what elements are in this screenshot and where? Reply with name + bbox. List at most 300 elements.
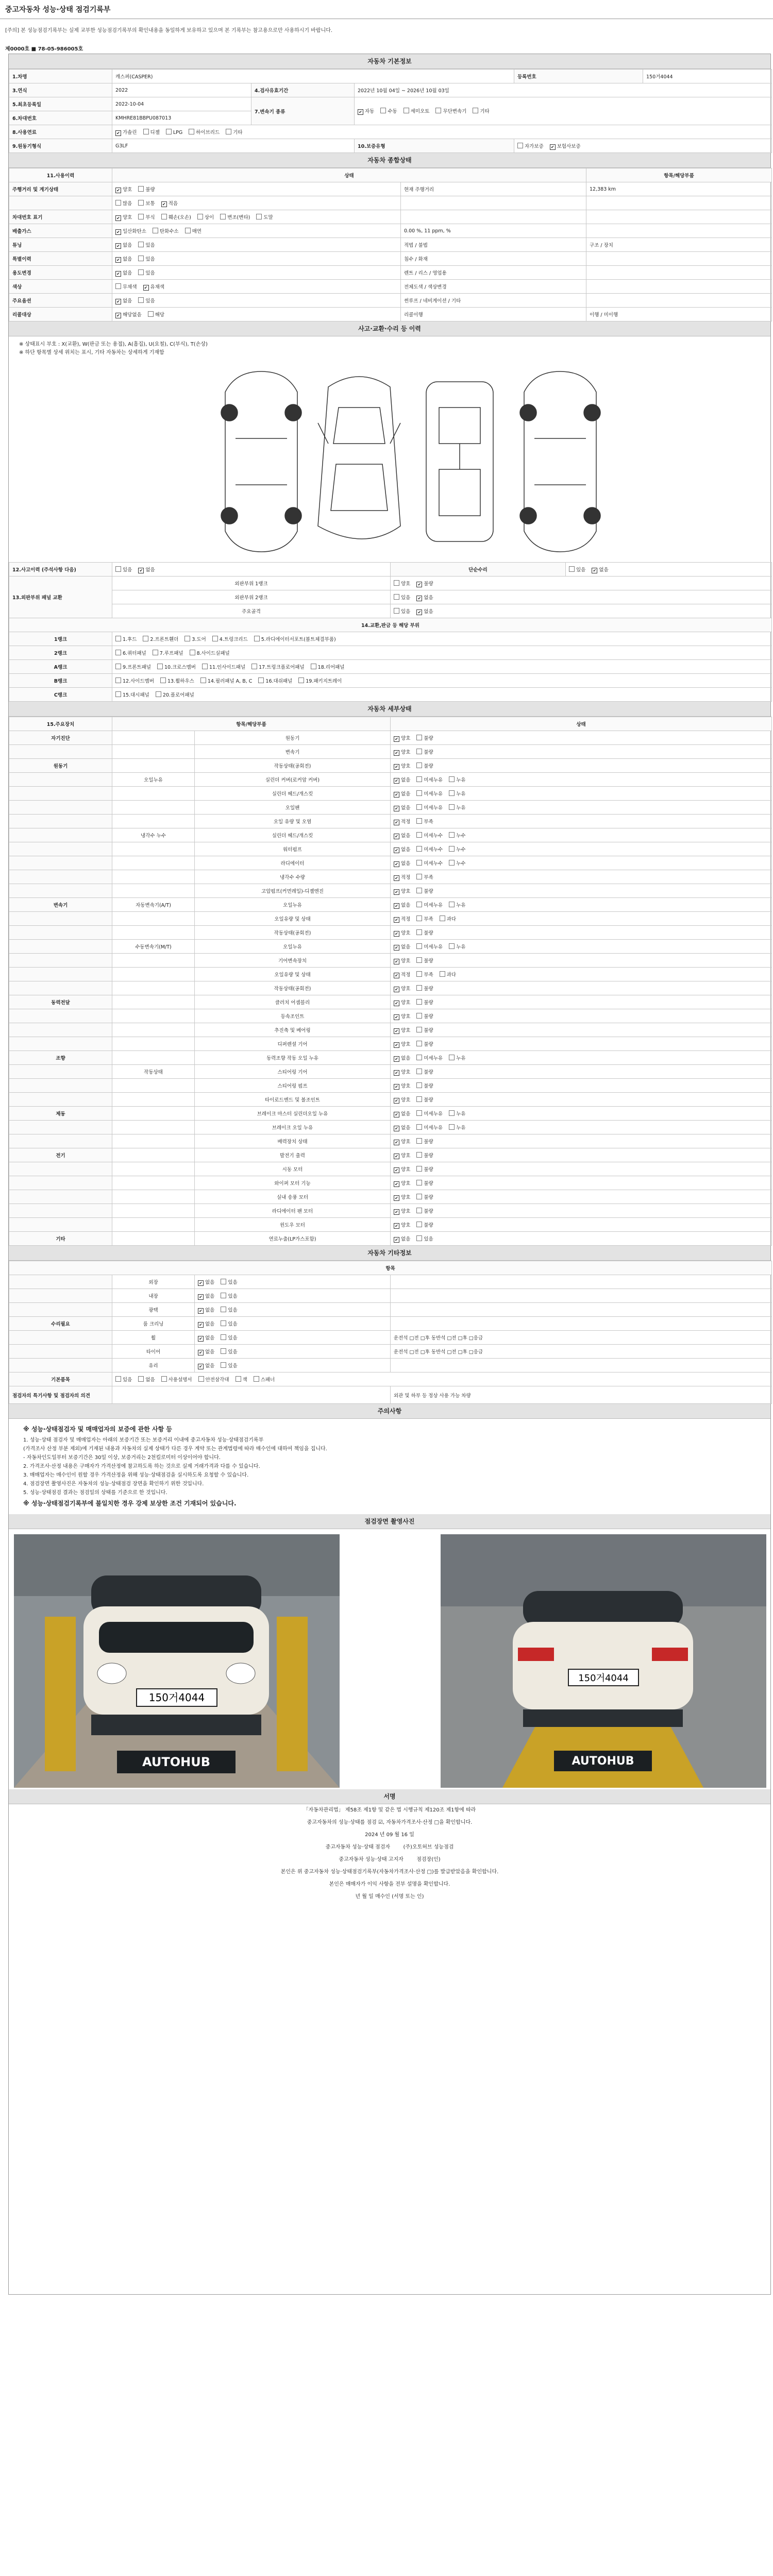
checkbox-icon[interactable]: ✔ [394,987,399,992]
option[interactable]: 있음 [221,1280,237,1285]
option[interactable]: 11.인사이드패널 [202,665,245,670]
option[interactable]: 불량 [416,930,433,936]
checkbox-icon[interactable]: ✔ [394,959,399,964]
checkbox-icon[interactable]: ✔ [115,243,121,249]
option[interactable]: 불량 [416,958,433,964]
option[interactable]: ✔ 없음 [394,1111,410,1117]
option[interactable]: 미세누유 [416,1111,443,1117]
option[interactable]: ✔ 양호 [394,889,410,894]
option[interactable]: 미세누유 [416,944,443,950]
option[interactable]: 안전삼각대 [198,1377,229,1383]
option[interactable]: ✔ 양호 [394,1042,410,1047]
option[interactable]: 미세누수 [416,847,443,853]
checkbox-icon[interactable]: ✔ [198,1308,204,1314]
checkbox-icon[interactable] [416,1096,422,1102]
checkbox-icon[interactable] [404,108,409,113]
checkbox-icon[interactable] [184,636,190,641]
option[interactable]: 과다 [440,972,456,978]
checkbox-icon[interactable] [138,269,144,275]
option[interactable]: 탄화수소 [153,229,179,234]
checkbox-icon[interactable]: ✔ [394,1001,399,1006]
checkbox-icon[interactable]: ✔ [416,582,422,587]
checkbox-icon[interactable] [416,1069,422,1074]
option[interactable]: ✔ 없음 [394,1236,410,1242]
option[interactable]: ✔ 양호 [394,1209,410,1214]
option[interactable]: ✔ 없음 [138,567,155,573]
checkbox-icon[interactable]: ✔ [394,1098,399,1104]
option[interactable]: 기타 [226,130,242,135]
checkbox-icon[interactable] [416,985,422,991]
option[interactable]: 있음 [138,243,155,248]
option[interactable]: 무채색 [115,284,137,290]
checkbox-icon[interactable] [416,776,422,782]
option[interactable]: ✔ 불량 [416,581,433,587]
checkbox-icon[interactable]: ✔ [198,1294,204,1300]
checkbox-icon[interactable] [416,1013,422,1019]
option[interactable]: 15.대시패널 [115,692,149,698]
option[interactable]: ✔ 양호 [394,1028,410,1033]
checkbox-icon[interactable]: ✔ [394,736,399,742]
option[interactable]: 있음 [221,1349,237,1355]
checkbox-icon[interactable] [115,1376,121,1382]
option[interactable]: 불량 [416,1139,433,1145]
option[interactable]: 있음 [138,257,155,262]
checkbox-icon[interactable] [115,650,121,655]
option[interactable]: 없음 [138,1377,155,1383]
option[interactable]: ✔ 양호 [394,1139,410,1145]
option[interactable]: 16.대쉬패널 [258,679,292,684]
option[interactable]: 20.플로어패널 [156,692,194,698]
option[interactable]: 수동 [380,109,397,114]
option[interactable]: 1.후드 [115,637,137,642]
option[interactable]: ✔ 없음 [416,609,433,615]
checkbox-icon[interactable] [254,1376,259,1382]
option[interactable]: 13.휠하우스 [160,679,194,684]
option[interactable]: ✔ 없음 [198,1308,214,1313]
option[interactable]: ✔ 자동 [358,109,374,114]
option[interactable]: 있음 [221,1335,237,1341]
checkbox-icon[interactable] [115,200,121,206]
checkbox-icon[interactable] [416,1235,422,1241]
option[interactable]: ✔ 양호 [115,187,132,193]
checkbox-icon[interactable] [416,1082,422,1088]
option[interactable]: 불량 [416,1042,433,1047]
checkbox-icon[interactable]: ✔ [394,1126,399,1131]
option[interactable]: ✔ 없음 [115,270,132,276]
checkbox-icon[interactable] [416,846,422,852]
option[interactable]: 부족 [416,819,433,825]
checkbox-icon[interactable] [449,832,455,838]
option[interactable]: 불량 [416,1070,433,1075]
checkbox-icon[interactable] [236,1376,241,1382]
checkbox-icon[interactable] [416,818,422,824]
option[interactable]: 자가보증 [517,144,544,149]
checkbox-icon[interactable]: ✔ [394,945,399,951]
option[interactable]: 디젤 [143,130,160,135]
checkbox-icon[interactable] [416,762,422,768]
checkbox-icon[interactable]: ✔ [394,792,399,798]
checkbox-icon[interactable] [416,999,422,1005]
option[interactable]: 누유 [449,944,465,950]
option[interactable]: 19.패키지트레이 [298,679,342,684]
checkbox-icon[interactable] [148,311,154,317]
checkbox-icon[interactable]: ✔ [198,1364,204,1369]
checkbox-icon[interactable]: ✔ [198,1280,204,1286]
option[interactable]: 기타 [473,109,489,114]
checkbox-icon[interactable] [416,916,422,921]
option[interactable]: 있음 [221,1363,237,1369]
checkbox-icon[interactable]: ✔ [394,848,399,853]
checkbox-icon[interactable] [161,214,167,219]
option[interactable]: 불량 [416,1083,433,1089]
option[interactable]: 누수 [449,847,465,853]
checkbox-icon[interactable] [473,108,478,113]
option[interactable]: ✔ 없음 [394,1056,410,1061]
option[interactable]: ✔ 없음 [394,791,410,797]
checkbox-icon[interactable] [416,1180,422,1185]
checkbox-icon[interactable]: ✔ [394,889,399,895]
option[interactable]: ✔ 유채색 [143,284,165,290]
checkbox-icon[interactable] [416,790,422,796]
option[interactable]: 누유 [449,1125,465,1131]
option[interactable]: 훼손(오손) [161,215,191,221]
checkbox-icon[interactable] [449,790,455,796]
checkbox-icon[interactable] [416,874,422,879]
checkbox-icon[interactable]: ✔ [394,1209,399,1215]
checkbox-icon[interactable]: ✔ [198,1322,204,1328]
option[interactable]: 14.필러패널 A, B, C [200,679,253,684]
option[interactable]: ✔ 양호 [394,1083,410,1089]
option[interactable]: 불량 [416,1223,433,1228]
option[interactable]: 불량 [416,1209,433,1214]
option[interactable]: ✔ 일산화탄소 [115,229,146,234]
checkbox-icon[interactable] [160,677,166,683]
checkbox-icon[interactable]: ✔ [138,568,144,573]
checkbox-icon[interactable] [416,1110,422,1116]
checkbox-icon[interactable] [394,608,399,614]
option[interactable]: ✔ 양호 [115,215,132,221]
checkbox-icon[interactable] [115,283,121,289]
option[interactable]: 불량 [416,750,433,755]
checkbox-icon[interactable]: ✔ [394,973,399,978]
checkbox-icon[interactable] [221,1293,226,1298]
checkbox-icon[interactable] [416,832,422,838]
checkbox-icon[interactable]: ✔ [394,834,399,839]
checkbox-icon[interactable] [449,902,455,907]
checkbox-icon[interactable]: ✔ [394,1028,399,1034]
option[interactable]: ✔ 없음 [394,847,410,853]
checkbox-icon[interactable]: ✔ [394,1223,399,1229]
checkbox-icon[interactable]: ✔ [394,820,399,825]
checkbox-icon[interactable] [115,664,121,669]
option[interactable]: ✔ 양호 [394,1167,410,1173]
option[interactable]: 있음 [221,1294,237,1299]
option[interactable]: ✔ 양호 [394,958,410,964]
option[interactable]: ✔ 없음 [198,1349,214,1355]
checkbox-icon[interactable] [198,1376,204,1382]
checkbox-icon[interactable] [416,804,422,810]
option[interactable]: ✔ 양호 [394,930,410,936]
option[interactable]: ✔ 보험사보증 [550,144,581,149]
option[interactable]: 3.도어 [184,637,206,642]
checkbox-icon[interactable] [416,860,422,866]
checkbox-icon[interactable] [449,1124,455,1130]
checkbox-icon[interactable] [394,594,399,600]
checkbox-icon[interactable] [197,214,203,219]
option[interactable]: ✔ 양호 [394,750,410,755]
checkbox-icon[interactable] [380,108,386,113]
checkbox-icon[interactable] [258,677,264,683]
option[interactable]: 부족 [416,917,433,922]
option[interactable]: 누수 [449,861,465,867]
checkbox-icon[interactable] [138,200,144,206]
option[interactable]: 누유 [449,1111,465,1117]
checkbox-icon[interactable] [115,691,121,697]
checkbox-icon[interactable]: ✔ [550,144,556,150]
checkbox-icon[interactable]: ✔ [394,1042,399,1048]
checkbox-icon[interactable] [212,636,218,641]
checkbox-icon[interactable] [416,971,422,977]
option[interactable]: 무단변속기 [435,109,466,114]
option[interactable]: 하이브리드 [189,130,220,135]
option[interactable]: 6.쿼터패널 [115,651,146,656]
option[interactable]: 9.프론트패널 [115,665,151,670]
checkbox-icon[interactable] [449,846,455,852]
checkbox-icon[interactable]: ✔ [115,299,121,304]
option[interactable]: 누유 [449,777,465,783]
checkbox-icon[interactable]: ✔ [394,1112,399,1117]
option[interactable]: 10.크로스멤버 [157,665,196,670]
checkbox-icon[interactable]: ✔ [394,1084,399,1090]
checkbox-icon[interactable]: ✔ [394,806,399,811]
option[interactable]: ✔ 적정 [394,819,410,825]
checkbox-icon[interactable] [190,650,195,655]
checkbox-icon[interactable] [416,1124,422,1130]
checkbox-icon[interactable]: ✔ [394,778,399,784]
option[interactable]: ✔ 양호 [394,1070,410,1075]
checkbox-icon[interactable] [189,129,194,134]
checkbox-icon[interactable]: ✔ [115,229,121,235]
option[interactable]: 있음 [416,1236,433,1242]
option[interactable]: ✔ 없음 [394,805,410,811]
checkbox-icon[interactable] [221,1307,226,1312]
option[interactable]: 불량 [416,764,433,769]
checkbox-icon[interactable]: ✔ [394,1181,399,1187]
checkbox-icon[interactable] [449,804,455,810]
option[interactable]: 매연 [185,229,201,234]
option[interactable]: 불량 [416,1014,433,1020]
option[interactable]: 도말 [256,215,273,221]
option[interactable]: ✔ 없음 [198,1280,214,1285]
checkbox-icon[interactable]: ✔ [394,931,399,937]
checkbox-icon[interactable] [185,228,191,233]
option[interactable]: ✔ 적음 [161,201,178,207]
option[interactable]: 부식 [138,215,155,221]
checkbox-icon[interactable] [202,664,208,669]
checkbox-icon[interactable]: ✔ [394,1154,399,1159]
option[interactable]: ✔ 해당없음 [115,312,142,318]
checkbox-icon[interactable] [138,186,144,192]
option[interactable]: 상이 [197,215,214,221]
checkbox-icon[interactable] [416,902,422,907]
checkbox-icon[interactable]: ✔ [394,903,399,909]
option[interactable]: 있음 [394,595,410,601]
checkbox-icon[interactable] [569,566,575,572]
option[interactable]: 많음 [115,201,132,207]
option[interactable]: ✔ 양호 [394,764,410,769]
checkbox-icon[interactable]: ✔ [115,188,121,193]
checkbox-icon[interactable]: ✔ [416,596,422,601]
option[interactable]: 있음 [115,1377,132,1383]
checkbox-icon[interactable] [143,129,149,134]
checkbox-icon[interactable]: ✔ [115,271,121,277]
option[interactable]: ✔ 없음 [394,1125,410,1131]
checkbox-icon[interactable] [449,776,455,782]
option[interactable]: ✔ 없음 [394,944,410,950]
checkbox-icon[interactable] [221,1279,226,1284]
option[interactable]: 스패너 [254,1377,275,1383]
option[interactable]: 있음 [569,567,585,573]
option[interactable]: ✔ 양호 [394,986,410,992]
checkbox-icon[interactable] [138,214,144,219]
option[interactable]: 부족 [416,972,433,978]
checkbox-icon[interactable]: ✔ [394,1195,399,1201]
option[interactable]: 12.사이드멤버 [115,679,154,684]
checkbox-icon[interactable] [251,664,257,669]
option[interactable]: ✔ 적정 [394,875,410,880]
checkbox-icon[interactable] [221,1348,226,1354]
option[interactable]: ✔ 없음 [198,1363,214,1369]
checkbox-icon[interactable] [298,677,304,683]
option[interactable]: 불량 [416,889,433,894]
checkbox-icon[interactable]: ✔ [394,1056,399,1062]
checkbox-icon[interactable]: ✔ [394,861,399,867]
option[interactable]: 불량 [416,1097,433,1103]
option[interactable]: ✔ 없음 [115,298,132,304]
checkbox-icon[interactable] [221,1334,226,1340]
checkbox-icon[interactable] [138,1376,144,1382]
checkbox-icon[interactable] [416,1152,422,1158]
option[interactable]: ✔ 없음 [115,243,132,248]
checkbox-icon[interactable] [440,971,445,977]
checkbox-icon[interactable] [517,143,523,148]
checkbox-icon[interactable]: ✔ [394,875,399,881]
checkbox-icon[interactable] [138,256,144,261]
option[interactable]: ✔ 없음 [394,833,410,839]
checkbox-icon[interactable]: ✔ [198,1350,204,1355]
checkbox-icon[interactable] [153,228,158,233]
option[interactable]: 미세누수 [416,833,443,839]
checkbox-icon[interactable] [166,129,172,134]
checkbox-icon[interactable] [115,677,121,683]
option[interactable]: 사용설명서 [161,1377,192,1383]
checkbox-icon[interactable]: ✔ [161,201,167,207]
option[interactable]: ✔ 양호 [394,1097,410,1103]
checkbox-icon[interactable] [153,650,158,655]
option[interactable]: ✔ 없음 [394,861,410,867]
checkbox-icon[interactable] [449,860,455,866]
checkbox-icon[interactable] [440,916,445,921]
checkbox-icon[interactable] [161,1376,167,1382]
checkbox-icon[interactable]: ✔ [394,750,399,756]
option[interactable]: 7.루프패널 [153,651,183,656]
option[interactable]: 미세누유 [416,791,443,797]
option[interactable]: 불량 [416,986,433,992]
checkbox-icon[interactable] [416,1138,422,1144]
option[interactable]: ✔ 양호 [394,1195,410,1200]
option[interactable]: 미세누유 [416,805,443,811]
option[interactable]: 불량 [416,1153,433,1159]
checkbox-icon[interactable]: ✔ [143,285,149,291]
option[interactable]: 누유 [449,903,465,908]
checkbox-icon[interactable] [138,242,144,247]
option[interactable]: ✔ 없음 [394,903,410,908]
checkbox-icon[interactable] [157,664,163,669]
option[interactable]: LPG [166,130,182,135]
option[interactable]: 잭 [236,1377,247,1383]
option[interactable]: ✔ 없음 [115,257,132,262]
checkbox-icon[interactable] [416,957,422,963]
checkbox-icon[interactable] [449,1110,455,1116]
option[interactable]: 불량 [416,1195,433,1200]
option[interactable]: ✔ 양호 [394,1181,410,1187]
checkbox-icon[interactable] [256,214,262,219]
checkbox-icon[interactable]: ✔ [394,917,399,923]
option[interactable]: ✔ 양호 [394,1000,410,1006]
checkbox-icon[interactable] [220,214,226,219]
checkbox-icon[interactable] [416,1041,422,1046]
option[interactable]: 미세누수 [416,861,443,867]
checkbox-icon[interactable] [156,691,161,697]
option[interactable]: ✔ 양호 [394,736,410,741]
option[interactable]: 있음 [221,1321,237,1327]
option[interactable]: ✔ 없음 [198,1335,214,1341]
option[interactable]: ✔ 없음 [592,567,608,573]
option[interactable]: ✔ 없음 [394,777,410,783]
option[interactable]: 있음 [115,567,132,573]
checkbox-icon[interactable]: ✔ [394,1140,399,1145]
option[interactable]: 누유 [449,805,465,811]
option[interactable]: ✔ 없음 [416,595,433,601]
checkbox-icon[interactable] [138,297,144,303]
checkbox-icon[interactable] [115,566,121,572]
checkbox-icon[interactable]: ✔ [115,257,121,263]
option[interactable]: 2.프론트휀더 [143,637,178,642]
option[interactable]: ✔ 가솔린 [115,130,137,135]
option[interactable]: 불량 [416,1167,433,1173]
checkbox-icon[interactable] [221,1362,226,1368]
checkbox-icon[interactable] [416,735,422,740]
option[interactable]: 미세누유 [416,1125,443,1131]
checkbox-icon[interactable] [416,929,422,935]
option[interactable]: 있음 [138,298,155,304]
option[interactable]: ✔ 양호 [394,1223,410,1228]
checkbox-icon[interactable] [226,129,231,134]
checkbox-icon[interactable] [416,1208,422,1213]
option[interactable]: 누수 [449,833,465,839]
option[interactable]: 불량 [138,187,155,193]
checkbox-icon[interactable]: ✔ [394,1070,399,1076]
option[interactable]: 18.리어패널 [311,665,345,670]
checkbox-icon[interactable] [311,664,316,669]
checkbox-icon[interactable]: ✔ [394,1167,399,1173]
checkbox-icon[interactable]: ✔ [416,609,422,615]
option[interactable]: 4.트렁크리드 [212,637,248,642]
option[interactable]: 과다 [440,917,456,922]
option[interactable]: 누유 [449,1056,465,1061]
checkbox-icon[interactable] [416,888,422,893]
checkbox-icon[interactable] [416,1222,422,1227]
